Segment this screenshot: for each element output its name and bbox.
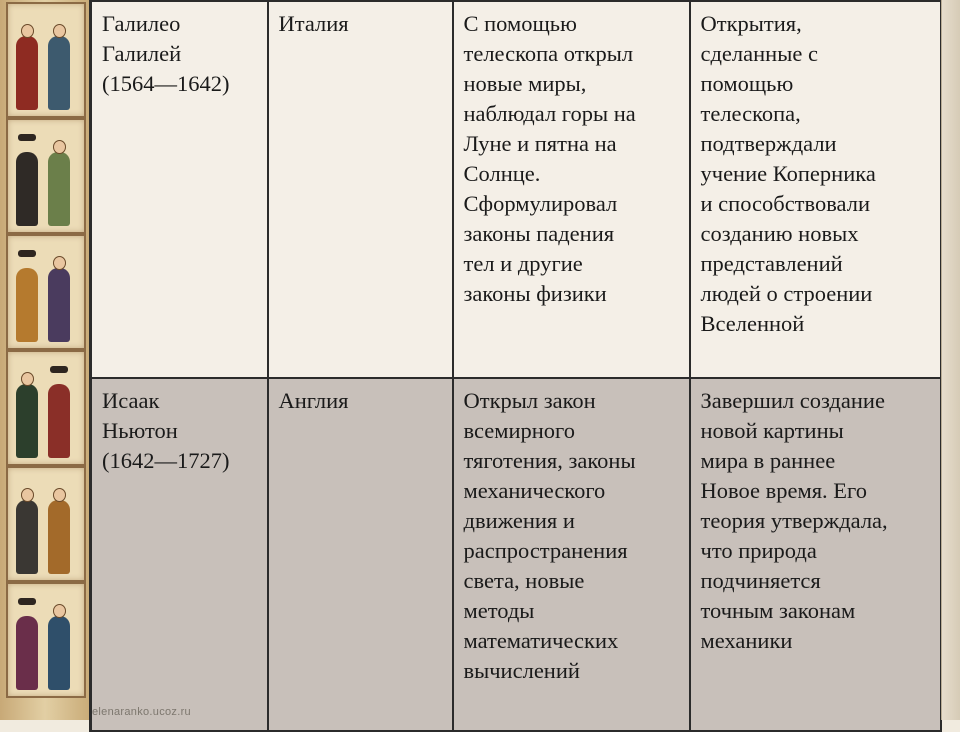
achievements-cell: Открыл закон всемирного тяготения, законы механического движения и распространения света, новые методы математических вычислений [453, 378, 690, 731]
decorative-costume-border [0, 0, 92, 720]
significance-cell: Открытия, сделанные с помощью телескопа, подтверждали учение Коперника и способствовали созданию новых представлений людей о строении Вселенной [690, 1, 941, 378]
figure-icon [16, 36, 38, 110]
figure-icon [16, 500, 38, 574]
costume-panel [6, 350, 86, 466]
figure-icon [16, 384, 38, 458]
scientists-table [89, 0, 942, 732]
figure-icon [16, 152, 38, 226]
figure-icon [48, 500, 70, 574]
figure-icon [48, 152, 70, 226]
country-cell: Англия [268, 378, 453, 731]
watermark: elenaranko.ucoz.ru [92, 706, 191, 718]
figure-icon [48, 384, 70, 458]
table-row [91, 1, 941, 378]
country-cell: Италия [268, 1, 453, 378]
costume-panel [6, 118, 86, 234]
costume-panel [6, 2, 86, 118]
costume-panel [6, 582, 86, 698]
scientist-name-cell: Галилео Галилей (1564—1642) [91, 1, 268, 378]
achievements-cell: С помощью телескопа открыл новые миры, наблюдал горы на Луне и пятна на Солнце. Сформулировал законы падения тел и другие законы физики [453, 1, 690, 378]
table-row [91, 378, 941, 731]
page-edge [941, 0, 960, 720]
costume-panel [6, 234, 86, 350]
figure-icon [48, 268, 70, 342]
figure-icon [48, 36, 70, 110]
scientist-name-cell: Исаак Ньютон (1642—1727) [91, 378, 268, 731]
costume-panel [6, 466, 86, 582]
figure-icon [16, 616, 38, 690]
figure-icon [48, 616, 70, 690]
figure-icon [16, 268, 38, 342]
significance-cell: Завершил создание новой картины мира в раннее Новое время. Его теория утверждала, что природа подчиняется точным законам механики [690, 378, 941, 731]
